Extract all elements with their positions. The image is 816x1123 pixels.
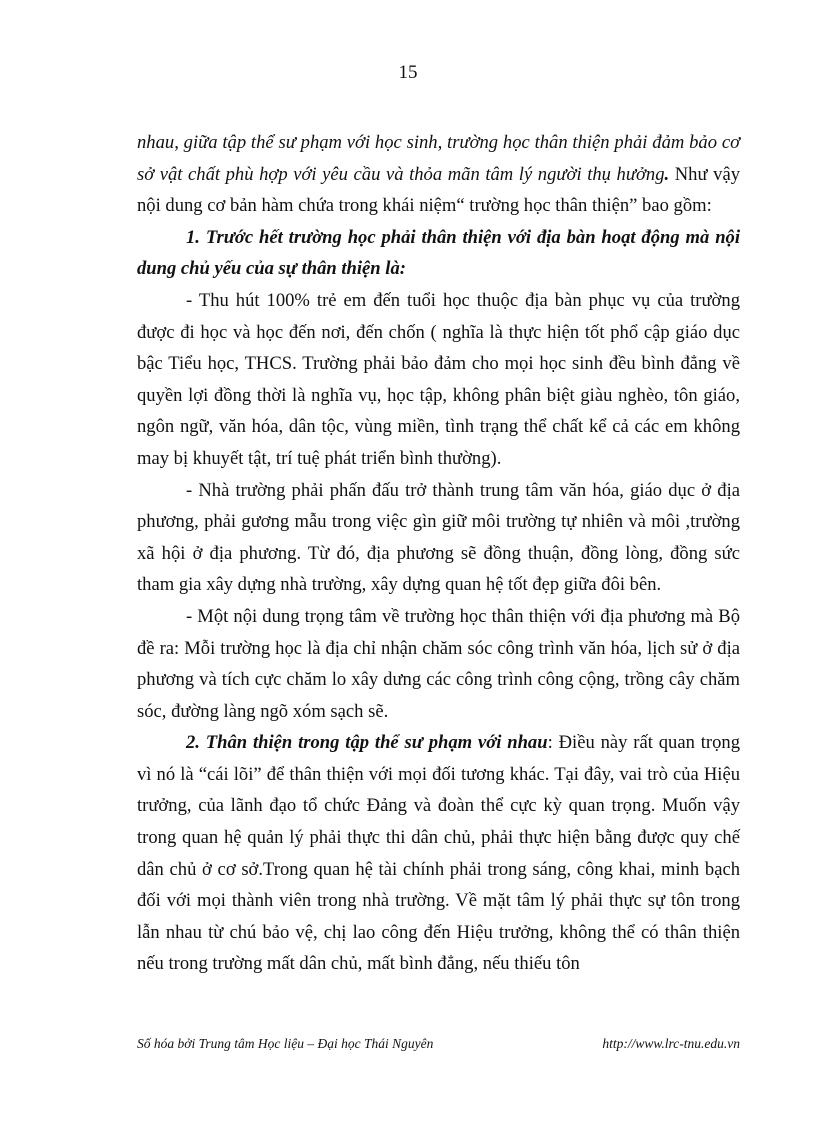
intro-italic-text: nhau, giữa tập thể sư phạm với học sinh, trường học thân thiện phải đảm bảo cơ sở vật chất phù hợp với yêu cầu và thỏa mãn tâm lý người thụ hưởng: [137, 132, 740, 185]
footer-source: Số hóa bởi Trung tâm Học liệu – Đại học Thái Nguyên: [137, 1036, 434, 1051]
paragraph-intro: [137, 127, 740, 222]
heading-2-text: : Điều này rất quan trọng vì nó là “cái lõi” để thân thiện với mọi đối tương khác. Tại đây, vai trò của Hiệu trưởng, của lãnh đạo tổ chức Đảng và đoàn thể cực kỳ quan trọng. Muốn vậy trong quan hệ quản lý phải thực thi dân chủ, phải thực hiện bằng được quy chế dân chủ ở cơ sở.Trong quan hệ tài chính phải trong sáng, công khai, minh bạch đối với mọi thành viên trong nhà trường. Về mặt tâm lý phải thực sự tôn trong lẫn nhau từ chú bảo vệ, chị lao công đến Hiệu trưởng, không thể có thân thiện nếu trong trường mất dân chủ, mất bình đẳng, nếu thiếu tôn: [137, 732, 740, 975]
bullet-paragraph-3: - Một nội dung trọng tâm về trường học thân thiện với địa phương mà Bộ đề ra: Mỗi trường học là địa chỉ nhận chăm sóc công trình văn hóa, lịch sử ở địa phương và tích cực chăm lo xây dưng các công trình công cộng, trồng cây chăm sóc, đường làng ngõ xóm sạch sẽ.: [137, 605, 740, 722]
page-footer: [137, 1036, 740, 1052]
page-number: 15: [398, 62, 418, 83]
paragraph-heading-2: [137, 727, 740, 980]
intro-bold-period: .: [664, 163, 670, 185]
footer-url: http://www.lrc-tnu.edu.vn: [602, 1036, 740, 1051]
bullet-paragraph-2: - Nhà trường phải phấn đấu trở thành trung tâm văn hóa, giáo dục ở địa phương, phải gương mẫu trong việc gìn giữ môi trường tự nhiên và môi ,trường xã hội ở địa phương. Từ đó, địa phương sẽ đồng thuận, đồng lòng, đồng sức tham gia xây dựng nhà trường, xây dựng quan hệ tốt đẹp giữa đôi bên.: [137, 479, 740, 596]
heading-2: 2. Thân thiện trong tập thể sư phạm với nhau: [186, 732, 548, 754]
intro-text: Như vậy nội dung cơ bản hàm chứa trong khái niệm“ trường học thân thiện” bao gồm:: [137, 163, 740, 217]
bullet-paragraph-1: - Thu hút 100% trẻ em đến tuổi học thuộc địa bàn phục vụ của trường được đi học và học đến nơi, đến chốn ( nghĩa là thực hiện tốt phổ cập giáo dục bậc Tiểu học, THCS. Trường phải bảo đảm cho mọi học sinh đều bình đẳng về quyền lợi đồng thời là nghĩa vụ, học tập, không phân biệt giàu nghèo, tôn giáo, ngôn ngữ, văn hóa, dân tộc, vùng miền, tình trạng thể chất kể cả các em không may bị khuyết tật, trí tuệ phát triển bình thường).: [137, 289, 740, 469]
heading-1: 1. Trước hết trường học phải thân thiện với địa bàn hoạt động mà nội dung chủ yếu của sự thân thiện là:: [137, 226, 740, 280]
body-text: [137, 127, 740, 980]
